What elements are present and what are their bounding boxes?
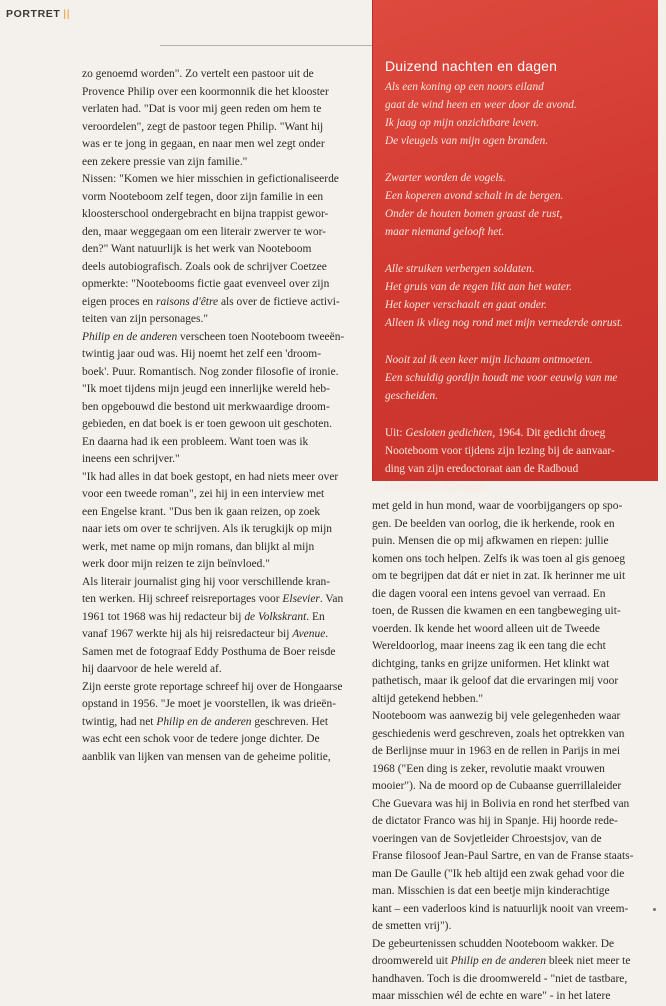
poem-line: Als een koning op een noors eiland — [385, 81, 544, 93]
text-run: hij daarvoor de hele wereld af. — [82, 663, 222, 675]
article-line — [82, 644, 372, 662]
poem-stanza — [385, 169, 646, 241]
article-line — [372, 498, 660, 516]
poem-line: Alleen ik vlieg nog rond met mijn vernederde onrust. — [385, 317, 623, 329]
poem-stanza — [385, 351, 646, 405]
article-line — [372, 848, 660, 866]
article-line — [372, 883, 660, 901]
header-rule — [160, 45, 372, 46]
poem-stanzas — [385, 78, 646, 405]
italic-title-text: Philip en de anderen — [156, 715, 252, 728]
text-run: boek'. Puur. Romantisch. Nog zonder filosofie of ironie. — [82, 365, 339, 378]
text-run: man. Misschien is dat een beetje mijn kinderachtige — [372, 885, 610, 897]
text-run: ineens een schrijver." — [82, 453, 180, 465]
article-line — [372, 778, 660, 796]
text-run: den, maar weggegaan om een literair zwerver te wor- — [82, 225, 326, 238]
text-run: Als literair journalist ging hij voor verschillende kran- — [82, 575, 331, 588]
article-line — [82, 679, 372, 697]
article-line — [82, 434, 372, 452]
poem-sidebar — [372, 0, 658, 493]
text-run: als over de fictieve activi- — [218, 295, 340, 308]
article-column-1 — [82, 66, 372, 766]
article-line — [372, 621, 660, 639]
text-run: om te begrijpen dat dát er niet in zat. Ik herinner me uit — [372, 570, 626, 582]
text-run: de Berlijnse muur in 1963 en de rellen in Parijs in mei — [372, 745, 621, 757]
article-line — [372, 796, 660, 814]
text-run: deels autobiografisch. Zoals ook de schrijver Coetzee — [82, 260, 327, 273]
article-line — [82, 101, 372, 119]
article-line — [82, 626, 372, 644]
poem-line: Een schuldig gordijn houdt me voor eeuwig van me — [385, 372, 618, 384]
article-line — [82, 311, 372, 329]
article-line — [82, 696, 372, 714]
text-run: . En — [306, 610, 325, 623]
article-line — [82, 259, 372, 277]
article-line — [82, 714, 372, 732]
text-run: een Engelse krant. "Dus ben ik gaan reizen, op zoek — [82, 505, 321, 518]
article-line — [372, 936, 660, 954]
text-run: Uit: — [385, 427, 406, 439]
text-run: "Ik moet tijdens mijn jeugd een innerlijke wereld heb- — [82, 383, 330, 395]
text-run: ben opgebouwd die bestond uit merkwaardige droom- — [82, 400, 330, 413]
article-line — [372, 656, 660, 674]
text-run: de smetten vrij"). — [372, 920, 452, 932]
poem-line: Ik jaag op mijn onzichtbare leven. — [385, 117, 539, 129]
text-run: mooier"). Na de moord op de Cubaanse guerrillaleider — [372, 780, 622, 792]
text-run: opmerkte: "Nootebooms fictie gaat evenveel over zijn — [82, 278, 330, 290]
article-line — [82, 486, 372, 504]
article-line — [372, 533, 660, 551]
text-run: verlaten had. "Dat is voor mij geen reden om hem te — [82, 103, 322, 115]
italic-title-text: de Volkskrant — [244, 610, 307, 623]
article-line — [82, 154, 372, 172]
poem-line: gaat de wind heen en weer door de avond. — [385, 99, 577, 111]
text-run: 1968 ("Een ding is zeker, revolutie maakt vrouwen — [372, 762, 605, 775]
text-run: voor een tweede roman", zei hij in een interview met — [82, 488, 325, 500]
poem-line: Het gruis van de regen likt aan het water. — [385, 281, 572, 293]
text-run: ding van zijn eredoctoraat aan de Radboud — [385, 463, 579, 475]
text-run: geschiedenis werd geschreven, zoals het optrekken van — [372, 727, 625, 740]
poem-line: maar niemand gelooft het. — [385, 226, 505, 238]
text-run: dichtging, tanks en grijze uniformen. Het klinkt wat — [372, 657, 610, 670]
italic-title-text: Elsevier — [282, 593, 320, 605]
poem-stanza — [385, 78, 646, 150]
article-line — [82, 294, 372, 312]
article-line — [82, 416, 372, 434]
article-line — [372, 708, 660, 726]
text-run: was echt een schok voor de tedere jonge dichter. De — [82, 733, 320, 745]
article-line — [82, 661, 372, 679]
article-line — [82, 119, 372, 137]
article-line — [82, 539, 372, 557]
source-line — [385, 424, 646, 442]
text-run: Provence Philip over een koormonnik die het klooster — [82, 85, 329, 98]
text-run: geschreven. Het — [251, 715, 329, 728]
text-run: voeringen van de Sovjetleider Chroestsjov, van de — [372, 832, 602, 845]
text-run: verscheen toen Nooteboom tweeën- — [177, 330, 345, 343]
text-run: met geld in hun mond, waar de voorbijgangers op spo- — [372, 500, 623, 512]
poem-line: Nooit zal ik een keer mijn lichaam ontmoeten. — [385, 354, 593, 366]
article-line — [82, 574, 372, 592]
article-line — [372, 901, 660, 919]
article-line — [372, 516, 660, 534]
text-run: werk, met name op mijn romans, dan blijkt al mijn — [82, 540, 315, 553]
text-run: werk door mijn reizen te zijn beïnvloed." — [82, 558, 270, 570]
article-line — [82, 189, 372, 207]
text-run: Nooteboom voor tijdens zijn lezing bij de aanvaar- — [385, 445, 615, 457]
poem-line: Alle struiken verbergen soldaten. — [385, 263, 535, 275]
source-line — [385, 442, 646, 460]
article-line — [82, 364, 372, 382]
article-line — [372, 813, 660, 831]
text-run: twintig, had net — [82, 715, 157, 728]
text-run: . Van — [319, 593, 344, 605]
section-label: PORTRET — [6, 8, 61, 20]
text-run: Zijn eerste grote reportage schreef hij over de Hongaarse — [82, 680, 343, 693]
text-run: een zekere pressie van zijn familie." — [82, 155, 248, 168]
article-line — [82, 329, 372, 347]
article-line — [82, 521, 372, 539]
article-line — [372, 586, 660, 604]
text-run: vanaf 1967 werkte hij als hij reisredacteur bij — [82, 628, 293, 640]
article-line — [372, 638, 660, 656]
italic-title-text: Philip en de anderen — [82, 330, 178, 343]
article-line — [82, 241, 372, 259]
text-run: vorm Nooteboom zelf tegen, door zijn familie in een — [82, 190, 324, 203]
text-run: , 1964. Dit gedicht droeg — [492, 427, 606, 439]
text-run: eigen proces en — [82, 295, 156, 308]
article-line — [82, 276, 372, 294]
text-run: ten werken. Hij schreef reisreportages voor — [82, 593, 283, 605]
text-run: komen ons toch helpen. Zelfs ik was toen al gis genoeg — [372, 552, 626, 565]
text-run: Universiteit Nijmegen. — [385, 481, 489, 493]
article-line — [372, 918, 660, 936]
text-run: Wereldoorlog, maar ineens zag ik een tang die echt — [372, 640, 606, 652]
text-run: twintig jaar oud was. Hij noemt het zelf een 'droom- — [82, 348, 322, 360]
text-run: toen, de Russen die kwamen en een tangbeweging uit- — [372, 605, 621, 617]
article-line — [372, 691, 660, 709]
article-line — [372, 971, 660, 989]
text-run: naar iets om over te schrijven. Als ik terugkijk op mijn — [82, 523, 332, 535]
text-run: zo genoemd worden". Zo vertelt een pastoor uit de — [82, 68, 314, 80]
article-line — [82, 399, 372, 417]
text-run: gen. De beelden van oorlog, die ik herkende, rook en — [372, 517, 615, 530]
article-line — [372, 551, 660, 569]
poem-line: De vleugels van mijn ogen branden. — [385, 135, 549, 147]
italic-title-text: Avenue — [292, 628, 326, 640]
article-line — [82, 346, 372, 364]
article-line — [82, 556, 372, 574]
text-run: altijd getekend hebben." — [372, 692, 484, 705]
article-line — [372, 866, 660, 884]
text-run: Franse filosoof Jean-Paul Sartre, en van de Franse staats- — [372, 850, 634, 862]
article-line — [82, 381, 372, 399]
article-line — [372, 726, 660, 744]
text-run: "Ik had alles in dat boek gestopt, en had niets meer over — [82, 470, 339, 483]
text-run: bleek niet meer te — [545, 955, 631, 967]
running-head — [6, 8, 70, 20]
text-run: En daarna had ik een probleem. Want toen was ik — [82, 435, 309, 448]
poem-line: gescheiden. — [385, 390, 439, 402]
article-column-2 — [372, 498, 660, 1006]
section-mark: || — [63, 8, 71, 20]
text-run: was er te jong in gegaan, en naar men wel zegt onder — [82, 138, 325, 150]
text-run: aanblik van lijken van mensen van de geheime politie, — [82, 750, 331, 763]
poem-line: Een koperen avond schalt in de bergen. — [385, 190, 564, 202]
text-run: puin. Mensen die op mij afkwamen en riepen: jullie — [372, 535, 609, 547]
source-line — [385, 460, 646, 478]
text-run: kant – een vaderloos kind is natuurlijk nooit van vreem- — [372, 902, 629, 915]
article-line — [82, 136, 372, 154]
text-run: voerden. Ik kende het woord alleen uit de Tweede — [372, 622, 600, 635]
text-run: opstand in 1956. "Je moet je voorstellen, ik was drieën- — [82, 698, 337, 710]
italic-title-text: Philip en de anderen — [450, 955, 546, 967]
source-line — [385, 478, 646, 496]
article-line — [372, 568, 660, 586]
text-run: droomwereld uit — [372, 955, 451, 967]
article-line — [82, 609, 372, 627]
article-line — [82, 171, 372, 189]
article-line — [82, 749, 372, 767]
article-line — [82, 504, 372, 522]
text-run: gebieden, en dat boek is er toen gewoon uit geschoten. — [82, 418, 332, 430]
article-line — [372, 603, 660, 621]
text-run: man De Gaulle ("Ik heb altijd een zwak gehad voor die — [372, 867, 625, 880]
text-run: maar misschien wél de echte en ware" - in het latere — [372, 990, 611, 1002]
italic-title-text: Gesloten gedichten — [405, 427, 493, 439]
article-line — [82, 591, 372, 609]
text-run: De gebeurtenissen schudden Nooteboom wakker. De — [372, 937, 615, 950]
article-line — [82, 469, 372, 487]
text-run: kloosterschool ondergebracht en bijna trappist gewor- — [82, 208, 329, 220]
italic-title-text: raisons d'être — [156, 295, 219, 308]
poem-line: Zwarter worden de vogels. — [385, 172, 506, 184]
article-line — [372, 743, 660, 761]
article-line — [82, 451, 372, 469]
article-line — [372, 831, 660, 849]
text-run: handhaven. Toch is die droomwereld - "niet de tastbare, — [372, 972, 628, 985]
text-run: Samen met de fotograaf Eddy Posthuma de Boer reisde — [82, 645, 336, 658]
text-run: Nissen: "Komen we hier misschien in gefictionaliseerde — [82, 173, 339, 185]
article-line — [372, 673, 660, 691]
text-run: 1961 tot 1968 was hij redacteur bij — [82, 610, 245, 623]
poem-line: Het koper verschaalt en gaat onder. — [385, 299, 547, 311]
article-line — [82, 84, 372, 102]
text-run: Nooteboom was aanwezig bij vele gelegenheden waar — [372, 710, 621, 722]
article-line — [82, 731, 372, 749]
text-run: de dictator Franco was hij in Spanje. Hij hoorde rede- — [372, 815, 618, 827]
text-run: . — [325, 628, 329, 640]
article-line — [82, 224, 372, 242]
poem-source-note — [385, 424, 646, 496]
text-run: veroordelen", zegt de pastoor tegen Philip. "Want hij — [82, 120, 324, 133]
text-run: die dagen vooral een intens gevoel van verraad. En — [372, 587, 606, 600]
text-run: Che Guevara was hij in Bolivia en rond het sterfbed van — [372, 797, 630, 810]
poem-title: Duizend nachten en dagen — [385, 58, 558, 74]
article-line — [372, 953, 660, 971]
text-run: pathetisch, maar ik geloof dat die ervaringen mij voor — [372, 675, 619, 687]
article-line — [82, 66, 372, 84]
text-run: den?" Want natuurlijk is het werk van Nooteboom — [82, 243, 312, 255]
poem-line: Onder de houten bomen graast de rust, — [385, 208, 563, 220]
article-line — [372, 761, 660, 779]
article-line — [82, 206, 372, 224]
article-line — [372, 988, 660, 1006]
poem-stanza — [385, 260, 646, 332]
text-run: teiten van zijn personages." — [82, 313, 208, 325]
margin-dot — [653, 908, 656, 911]
